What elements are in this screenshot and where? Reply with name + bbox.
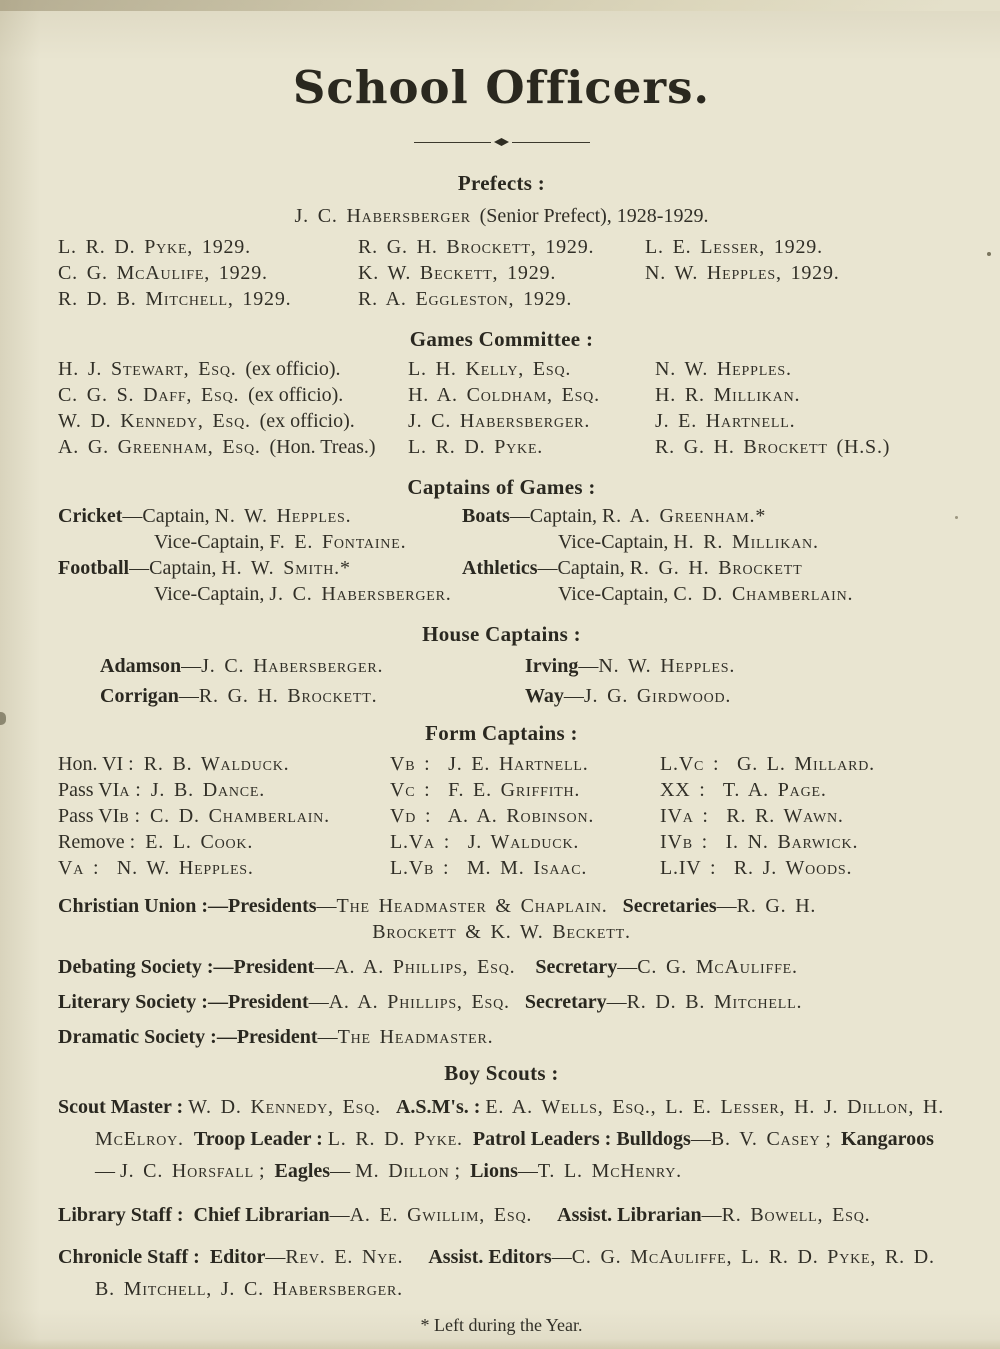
- text-segment: Troop Leader :: [193, 1128, 328, 1150]
- text-line: [408, 356, 655, 382]
- text-segment: Corrigan: [100, 685, 179, 707]
- text-line: [58, 260, 358, 286]
- text-line: [58, 234, 358, 260]
- text-segment: Athletics: [462, 557, 538, 579]
- text-segment: R. G. H. Brockett.: [198, 685, 378, 707]
- text-line: [390, 803, 660, 829]
- house-column-left: [100, 652, 525, 712]
- text-segment: J. E. Hartnell.: [655, 410, 796, 432]
- text-segment: a: [119, 779, 131, 801]
- text-segment: R. G. H. Brockett, 1929.: [358, 236, 595, 258]
- text-segment: E. L. Cook.: [145, 831, 254, 853]
- captains-of-games-columns: [58, 503, 945, 607]
- captains-column-left: [58, 503, 462, 607]
- games-committee-column-1: [58, 356, 408, 460]
- text-line: [58, 434, 408, 460]
- text-segment: —Captain,: [537, 557, 630, 579]
- prefects-column-1: [58, 234, 358, 312]
- text-segment: Scout Master :: [58, 1096, 189, 1118]
- text-segment: N. W. Hepples.: [598, 655, 736, 677]
- text-segment: (Senior Prefect), 1928-1929.: [479, 205, 709, 227]
- text-segment: —: [517, 1160, 538, 1182]
- text-segment: J. B. Dance.: [150, 779, 266, 801]
- text-segment: B. V. Casey: [710, 1128, 821, 1150]
- text-segment: Remove :: [58, 831, 146, 853]
- text-line: [655, 356, 945, 382]
- text-segment: H. R. Millikan.: [655, 384, 801, 406]
- section-staff: [58, 1199, 945, 1305]
- text-line: [100, 652, 525, 680]
- text-segment: A. G. Greenham, Esq.: [58, 436, 270, 458]
- text-segment: L. E. Lesser, 1929.: [645, 236, 823, 258]
- text-segment: —: [701, 1204, 722, 1226]
- text-segment: —: [329, 1204, 350, 1226]
- text-segment: Patrol Leaders : Bulldogs: [472, 1128, 691, 1150]
- text-segment: L. H. Kelly, Esq.: [408, 358, 572, 380]
- text-segment: [381, 1096, 396, 1118]
- form-captains-heading: Form Captains :: [425, 721, 578, 745]
- text-segment: J. C. Habersberger: [294, 205, 480, 227]
- text-segment: J. C. Habersberger.: [201, 655, 384, 677]
- text-segment: A.S.M's. :: [395, 1096, 486, 1118]
- text-segment: Chronicle Staff : Editor: [58, 1246, 266, 1268]
- christian-union-line-2: [58, 919, 945, 945]
- boy-scouts-heading: Boy Scouts :: [444, 1061, 559, 1085]
- text-segment: Literary Society :—President: [58, 991, 309, 1013]
- text-line: [58, 356, 408, 382]
- section-house-captains: [58, 621, 945, 712]
- text-line: [525, 652, 945, 680]
- text-line: [390, 829, 660, 855]
- text-segment: A. A. Phillips, Esq.: [334, 956, 516, 978]
- text-segment: Dramatic Society :—President: [58, 1026, 318, 1048]
- text-segment: Vb : J. E. Hartnell.: [390, 753, 589, 775]
- form-column-3: [660, 751, 945, 881]
- text-segment: H. W. Smith.*: [221, 557, 351, 579]
- text-segment: —: [330, 1160, 356, 1182]
- games-committee-heading: Games Committee :: [409, 327, 594, 351]
- text-segment: IVa : R. R. Wawn.: [660, 805, 844, 827]
- text-segment: Pass VI: [58, 779, 120, 801]
- text-line: [358, 234, 645, 260]
- house-column-right: [525, 652, 945, 712]
- text-segment: (ex officio).: [259, 410, 355, 432]
- house-captains-heading: House Captains :: [422, 622, 581, 646]
- text-segment: Vice-Captain,: [558, 583, 674, 605]
- captains-of-games-heading: Captains of Games :: [407, 475, 596, 499]
- text-line: [408, 408, 655, 434]
- text-line: [58, 855, 390, 881]
- text-segment: —: [606, 991, 627, 1013]
- text-line: [660, 777, 945, 803]
- text-line: [655, 382, 945, 408]
- text-segment: Debating Society :—President: [58, 956, 315, 978]
- text-segment: L.Va : J. Walduck.: [390, 831, 580, 853]
- text-segment: J. C. Habersberger.: [408, 410, 591, 432]
- games-committee-column-2: [408, 356, 655, 460]
- text-segment: C. D. Chamberlain.: [150, 805, 330, 827]
- text-segment: R. A. Greenham.*: [602, 505, 767, 527]
- diamond-icon: [494, 138, 509, 146]
- text-segment: Irving: [525, 655, 579, 677]
- section-form-captains: [58, 720, 945, 881]
- text-segment: Kangaroos: [840, 1128, 934, 1150]
- text-line: [390, 777, 660, 803]
- text-segment: —: [578, 655, 599, 677]
- text-line: [462, 555, 945, 581]
- text-segment: —: [314, 956, 335, 978]
- text-line: [58, 777, 390, 803]
- text-segment: Vice-Captain,: [154, 531, 270, 553]
- chronicle-staff-line: [58, 1241, 945, 1305]
- captains-column-right: [462, 503, 945, 607]
- debating-society-line: [58, 954, 945, 980]
- senior-prefect-line: [58, 203, 945, 229]
- text-line: [660, 751, 945, 777]
- divider-ornament: [414, 138, 590, 146]
- text-segment: L.IV : R. J. Woods.: [660, 857, 853, 879]
- text-segment: H. J. Stewart, Esq.: [58, 358, 246, 380]
- text-segment: A. E. Gwillim, Esq.: [349, 1204, 533, 1226]
- text-segment: W. D. Kennedy, Esq.: [188, 1096, 381, 1118]
- text-segment: Assist. Librarian: [557, 1204, 702, 1226]
- library-staff-line: [58, 1199, 945, 1231]
- text-line: [58, 751, 390, 777]
- text-segment: The Headmaster & Chaplain.: [336, 895, 608, 917]
- text-segment: R. G. H. Brockett: [629, 557, 803, 579]
- text-line: [660, 855, 945, 881]
- text-segment: ;: [449, 1160, 471, 1182]
- text-segment: (ex officio).: [248, 384, 344, 406]
- games-committee-column-3: [655, 356, 945, 460]
- text-segment: M. Dillon: [355, 1160, 450, 1182]
- text-line: [525, 682, 945, 710]
- text-segment: —: [551, 1246, 572, 1268]
- text-segment: [463, 1128, 473, 1150]
- text-segment: R. G. H. Brockett (H.S.): [655, 436, 891, 458]
- text-line: [358, 260, 645, 286]
- text-segment: Adamson: [100, 655, 182, 677]
- text-segment: R. A. Eggleston, 1929.: [358, 288, 573, 310]
- text-segment: R. D. B. Mitchell.: [626, 991, 803, 1013]
- text-segment: L. R. D. Pyke.: [408, 436, 544, 458]
- text-segment: —: [563, 685, 584, 707]
- text-segment: The Headmaster.: [337, 1026, 494, 1048]
- text-segment: :: [130, 779, 151, 801]
- text-segment: J. C. Horsfall: [120, 1160, 254, 1182]
- text-segment: N. W. Hepples, 1929.: [645, 262, 840, 284]
- text-segment: —: [317, 1026, 338, 1048]
- text-segment: N. W. Hepples.: [214, 505, 352, 527]
- text-segment: Secretary: [524, 991, 607, 1013]
- text-segment: b: [119, 805, 130, 827]
- text-segment: J. G. Girdwood.: [583, 685, 732, 707]
- text-segment: Secretaries: [622, 895, 717, 917]
- text-segment: ;: [253, 1160, 275, 1182]
- text-segment: —: [716, 895, 737, 917]
- text-segment: Vice-Captain,: [558, 531, 674, 553]
- text-segment: K. W. Beckett, 1929.: [358, 262, 557, 284]
- text-segment: L.Vb : M. M. Isaac.: [390, 857, 588, 879]
- paper-bottom-band: [0, 1339, 1000, 1349]
- text-segment: —: [308, 991, 329, 1013]
- text-segment: L. R. D. Pyke, 1929.: [58, 236, 251, 258]
- text-segment: R. B. Walduck.: [143, 753, 290, 775]
- text-segment: H. R. Millikan.: [673, 531, 819, 553]
- text-segment: H. A. Coldham, Esq.: [408, 384, 600, 406]
- text-line: [655, 434, 945, 460]
- literary-society-line: [58, 989, 945, 1015]
- text-line: [100, 682, 525, 710]
- text-segment: Brockett & K. W. Beckett.: [372, 921, 631, 943]
- form-captains-columns: [58, 751, 945, 881]
- text-line: [462, 503, 945, 529]
- text-segment: N. W. Hepples.: [655, 358, 792, 380]
- text-segment: —: [178, 685, 199, 707]
- text-segment: R. G. H.: [736, 895, 817, 917]
- text-line: [645, 234, 945, 260]
- text-segment: Vice-Captain,: [154, 583, 270, 605]
- games-committee-columns: [58, 356, 945, 460]
- text-segment: Eagles: [274, 1160, 331, 1182]
- dramatic-society-line: [58, 1024, 945, 1050]
- text-line: [390, 855, 660, 881]
- text-segment: IVb : I. N. Barwick.: [660, 831, 859, 853]
- divider-line: [512, 142, 590, 143]
- text-segment: —: [690, 1128, 711, 1150]
- text-segment: Pass VI: [58, 805, 120, 827]
- section-games-committee: [58, 326, 945, 460]
- text-segment: C. G. McAuliffe.: [637, 956, 798, 978]
- text-segment: F. E. Fontaine.: [269, 531, 407, 553]
- text-segment: J. C. Habersberger.: [269, 583, 452, 605]
- text-line: [58, 408, 408, 434]
- form-column-1: [58, 751, 390, 881]
- text-segment: T. L. McHenry.: [537, 1160, 682, 1182]
- text-segment: C. G. McAulife, 1929.: [58, 262, 268, 284]
- text-segment: Christian Union :—Presidents: [58, 895, 317, 917]
- text-segment: Vd : A. A. Robinson.: [390, 805, 595, 827]
- text-line: [462, 529, 945, 555]
- text-segment: [608, 895, 623, 917]
- text-segment: —Captain,: [129, 557, 222, 579]
- text-line: [58, 382, 408, 408]
- text-segment: Football: [58, 557, 130, 579]
- text-segment: C. D. Chamberlain.: [673, 583, 854, 605]
- text-line: [408, 382, 655, 408]
- boy-scouts-paragraph: [58, 1091, 953, 1187]
- text-segment: [184, 1128, 194, 1150]
- prefects-heading: Prefects :: [457, 171, 546, 195]
- text-segment: :: [129, 805, 151, 827]
- text-segment: [515, 956, 535, 978]
- divider-line: [414, 142, 492, 143]
- text-segment: R. D. B. Mitchell, 1929.: [58, 288, 292, 310]
- text-segment: (ex officio).: [245, 358, 341, 380]
- text-line: [462, 581, 945, 607]
- text-line: [655, 408, 945, 434]
- text-segment: —: [316, 895, 337, 917]
- christian-union-line-1: [58, 893, 945, 919]
- text-line: [408, 434, 655, 460]
- text-segment: L.Vc : G. L. Millard.: [660, 753, 875, 775]
- text-line: [58, 503, 462, 529]
- text-line: [58, 286, 358, 312]
- text-segment: Assist. Editors: [428, 1246, 552, 1268]
- form-column-2: [390, 751, 660, 881]
- section-prefects: [58, 170, 945, 312]
- page-title: School Officers.: [292, 61, 711, 114]
- section-captains-of-games: [58, 474, 945, 607]
- prefects-column-3: [645, 234, 945, 312]
- text-segment: —: [617, 956, 638, 978]
- text-segment: —Captain,: [122, 505, 215, 527]
- text-line: [58, 829, 390, 855]
- text-segment: L. R. D. Pyke.: [327, 1128, 463, 1150]
- text-segment: [510, 991, 525, 1013]
- text-segment: E. A. Wells, Esq., L. E. Lesser, H. J. Dillon, H. McElroy.: [95, 1096, 953, 1150]
- text-line: [390, 751, 660, 777]
- text-line: [660, 829, 945, 855]
- text-segment: A. A. Phillips, Esq.: [328, 991, 510, 1013]
- text-line: [58, 803, 390, 829]
- text-segment: C. G. S. Daff, Esq.: [58, 384, 249, 406]
- text-segment: (Hon. Treas.): [269, 436, 376, 458]
- text-segment: Cricket: [58, 505, 123, 527]
- text-segment: R. Bowell, Esq.: [721, 1204, 871, 1226]
- text-line: [660, 803, 945, 829]
- text-line: [58, 529, 462, 555]
- text-segment: Rev. E. Nye.: [285, 1246, 404, 1268]
- text-segment: —: [181, 655, 202, 677]
- text-line: [645, 260, 945, 286]
- text-segment: Hon. VI :: [58, 753, 144, 775]
- text-segment: [403, 1246, 428, 1268]
- text-line: [58, 555, 462, 581]
- text-segment: [532, 1204, 557, 1226]
- text-segment: W. D. Kennedy, Esq.: [58, 410, 260, 432]
- text-segment: C. G. McAuliffe, L. R. D. Pyke, R. D. B. Mitchell, J. C. Habersberger.: [95, 1246, 944, 1300]
- prefects-column-2: [358, 234, 645, 312]
- text-segment: Secretary: [535, 956, 618, 978]
- text-segment: Vc : F. E. Griffith.: [390, 779, 581, 801]
- text-segment: —Captain,: [509, 505, 603, 527]
- text-segment: Library Staff : Chief Librarian: [58, 1204, 330, 1226]
- text-segment: Lions: [470, 1160, 518, 1182]
- text-line: [58, 581, 462, 607]
- text-segment: Boats: [462, 505, 510, 527]
- text-segment: XX : T. A. Page.: [660, 779, 827, 801]
- text-segment: Va : N. W. Hepples.: [58, 857, 254, 879]
- text-segment: Way: [525, 685, 564, 707]
- section-boy-scouts: [58, 1060, 953, 1187]
- house-captains-columns: [58, 652, 945, 712]
- text-segment: ;: [820, 1128, 841, 1150]
- text-segment: —: [265, 1246, 286, 1268]
- text-segment: —: [95, 1160, 120, 1182]
- text-line: [358, 286, 645, 312]
- footnote: * Left during the Year.: [420, 1315, 583, 1335]
- prefects-columns: [58, 234, 945, 312]
- section-societies: [58, 893, 945, 1050]
